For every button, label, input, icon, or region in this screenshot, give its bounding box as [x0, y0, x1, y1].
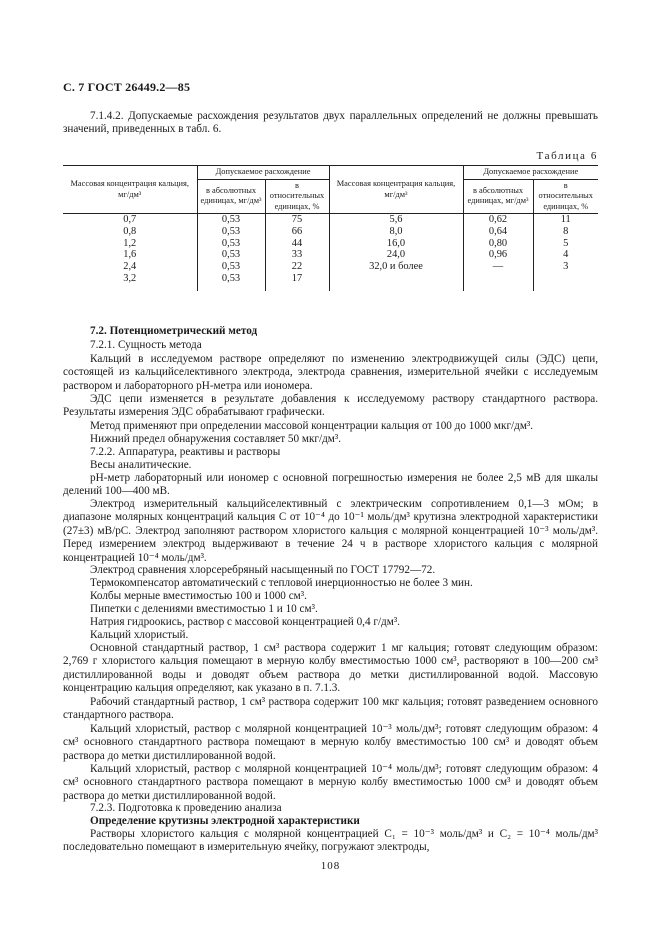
subheading-steepness: Определение крутизны электродной характеристики	[90, 815, 360, 827]
table-row	[63, 273, 598, 291]
section-7-2-title: 7.2. Потенциометрический метод	[90, 325, 258, 337]
paragraph: Термокомпенсатор автоматический с тепловой инерционностью не более 3 мин.	[90, 577, 473, 589]
table-cell: 1,2	[63, 238, 197, 250]
table-cell: 22	[265, 261, 329, 273]
paragraph: Электрод измерительный кальцийселективный с электрическим сопротивлением 0,1—3 мОм; в диапазоне молярных концентраций кальция C от 10⁻⁴ до 10⁻¹ моль/дм³ крутизна электродной характеристики (27±3) мВ/pC. Электрод заполняют раствором хлористого кальция с молярной концентрацией 10⁻³ моль/дм³. Перед измерением электрод выдерживают в течение 24 ч в растворе хлористого кальция с молярной концентрацией 10⁻⁴ моль/дм³.	[63, 498, 598, 564]
paragraph: Кальций хлористый.	[90, 629, 189, 641]
table-cell: 0,7	[63, 214, 197, 226]
table-cell: 17	[265, 273, 329, 291]
table-cell: 75	[265, 214, 329, 226]
col-header-concentration: Массовая концентрация кальция, мг/дм³	[63, 166, 197, 214]
paragraph: Электрод сравнения хлорсеребряный насыщенный по ГОСТ 17792—72.	[90, 564, 436, 576]
table-caption: Таблица 6	[536, 150, 598, 162]
col-header-absolute: в абсолютных единицах, мг/дм³	[197, 179, 265, 214]
paragraph: ЭДС цепи изменяется в результате добавления к исследуемому раствору стандартного раствора. Результаты измерения ЭДС обрабатывают графически.	[63, 393, 598, 419]
paragraph: Метод применяют при определении массовой концентрации кальция от 100 до 1000 мкг/дм³.	[90, 420, 534, 432]
subsection-7-2-3: 7.2.3. Подготовка к проведению анализа	[90, 802, 282, 814]
table-cell: 4	[563, 249, 569, 261]
subsection-7-2-2: 7.2.2. Аппаратура, реактивы и растворы	[90, 446, 281, 458]
page-number: 108	[320, 860, 341, 872]
table-cell: 0,80	[463, 238, 533, 250]
table-cell: 0,53	[197, 261, 265, 273]
paragraph: Растворы хлористого кальция с молярной концентрацией C₁ = 10⁻³ моль/дм³ и C₂ = 10⁻⁴ моль/дм³ последовательно помещают в измерительную ячейку, погружают электроды,	[63, 828, 598, 854]
table-cell: 0,96	[463, 249, 533, 261]
col-header-allowed-2: Допускаемое расхождение	[463, 166, 598, 180]
table-cell: 33	[265, 249, 329, 261]
table-row	[63, 261, 598, 273]
table-row	[63, 226, 598, 238]
paragraph: Кальций хлористый, раствор с молярной концентрацией 10⁻⁴ моль/дм³; готовят следующим образом: 4 см³ основного стандартного раствора помещают в мерную колбу вместимостью 1000 см³ и доводят объем раствора до метки дистиллированной водой.	[63, 763, 598, 802]
table-cell: 0,62	[463, 214, 533, 226]
table-cell	[533, 273, 598, 291]
table-cell: 3,2	[63, 273, 197, 291]
paragraph: Весы аналитические.	[90, 459, 192, 471]
table-cell: 0,53	[197, 249, 265, 261]
subsection-7-2-1: 7.2.1. Сущность метода	[90, 339, 202, 351]
table-cell: 16,0	[329, 238, 463, 250]
paragraph: Пипетки с делениями вместимостью 1 и 10 см³.	[90, 603, 318, 615]
table-row	[63, 249, 598, 261]
paragraph: Натрия гидроокись, раствор с массовой концентрацией 0,4 г/дм³.	[90, 616, 400, 628]
table-cell	[329, 273, 463, 291]
table-cell: 0,53	[197, 238, 265, 250]
page-header: С. 7 ГОСТ 26449.2—85	[63, 80, 191, 94]
table-cell: 1,6	[63, 249, 197, 261]
table-row	[63, 214, 598, 226]
table-cell: 0,53	[197, 226, 265, 238]
table-cell: 0,53	[197, 214, 265, 226]
table-cell: 11	[560, 214, 571, 225]
col-header-relative-2: в относительных единицах, %	[533, 179, 598, 214]
table-cell: 5	[563, 237, 569, 249]
paragraph: Основной стандартный раствор, 1 см³ раствора содержит 1 мг кальция; готовят следующим образом: 2,769 г хлористого кальция помещают в мерную колбу вместимостью 1000 см³, растворяют в 100—200 см³ дистиллированной воды и доводят объем раствора до метки дистиллированной водой. Массовую концентрацию кальция определяют, как указано в п. 7.1.3.	[63, 642, 598, 695]
table-cell: 5,6	[329, 214, 463, 226]
paragraph: Кальций в исследуемом растворе определяют по изменению электродвижущей силы (ЭДС) цепи, состоящей из кальцийселективного электрода, электрода сравнения, измерительной ячейки с исследуемым раствором и лабораторного pH-метра или иономера.	[63, 353, 598, 392]
table-cell: 66	[265, 226, 329, 238]
table-cell: 3	[563, 261, 569, 273]
intro-paragraph: 7.1.4.2. Допускаемые расхождения результатов двух параллельных определений не должны превышать значений, приведенных в табл. 6.	[63, 110, 598, 136]
table-cell: 8	[563, 225, 569, 237]
table-cell: 8,0	[329, 226, 463, 238]
table-cell: 24,0	[329, 249, 463, 261]
table-row	[63, 238, 598, 250]
table-cell: 44	[265, 238, 329, 250]
table-cell: 32,0 и более	[329, 261, 463, 273]
col-header-concentration-2: Массовая концентрация кальция, мг/дм³	[329, 166, 463, 214]
table-cell: 0,53	[197, 273, 265, 291]
paragraph: Нижний предел обнаружения составляет 50 мкг/дм³.	[90, 433, 342, 445]
col-header-relative: в относительных единицах, %	[265, 179, 329, 214]
table-cell: 2,4	[63, 261, 197, 273]
table-6	[63, 165, 598, 291]
paragraph: pH-метр лабораторный или иономер с основной погрешностью измерения не более 2,5 мВ для шкалы делений 100—400 мВ.	[63, 472, 598, 498]
table-cell: —	[463, 261, 533, 273]
table-cell: 0,64	[463, 226, 533, 238]
paragraph: Рабочий стандартный раствор, 1 см³ раствора содержит 100 мкг кальция; готовят разведением основного стандартного раствора.	[63, 696, 598, 722]
col-header-absolute-2: в абсолютных единицах, мг/дм³	[463, 179, 533, 214]
table-cell: 0,8	[63, 226, 197, 238]
paragraph: Колбы мерные вместимостью 100 и 1000 см³.	[90, 590, 307, 602]
paragraph: Кальций хлористый, раствор с молярной концентрацией 10⁻³ моль/дм³; готовят следующим образом: 4 см³ основного стандартного раствора помещают в мерную колбу вместимостью 100 см³ и доводят объем раствора до метки дистиллированной водой.	[63, 723, 598, 762]
table-cell	[463, 273, 533, 291]
col-header-allowed: Допускаемое расхождение	[197, 166, 329, 180]
